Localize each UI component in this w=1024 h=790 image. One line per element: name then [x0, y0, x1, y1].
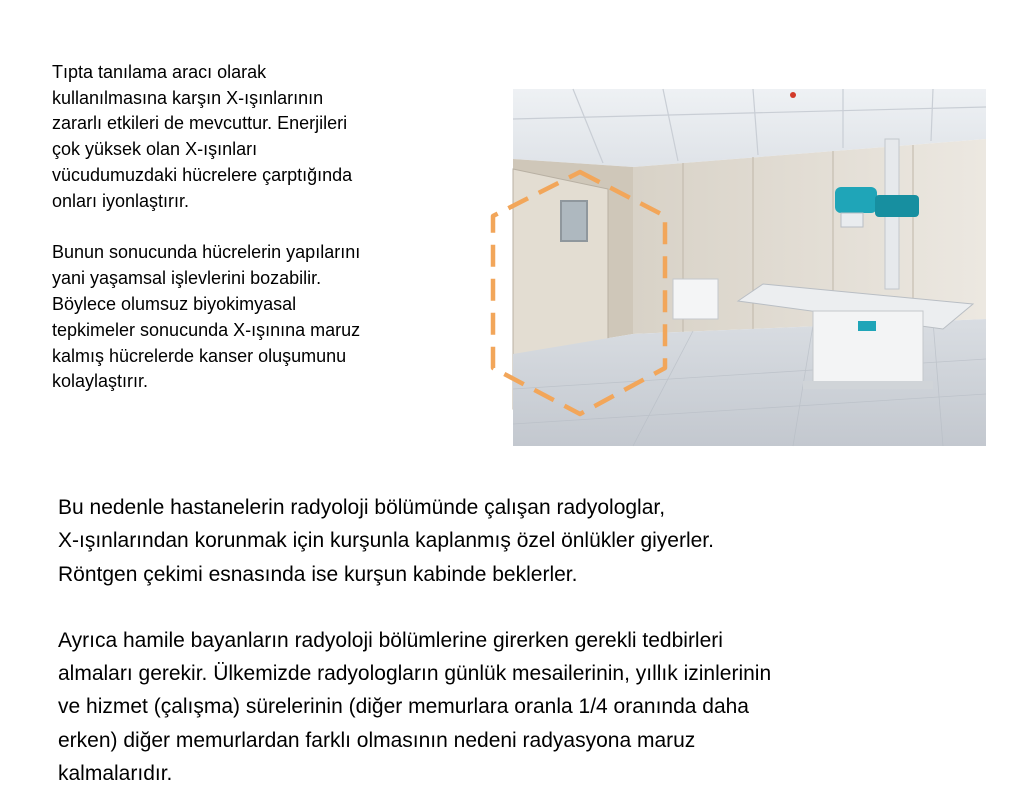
main-paragraph-2: Ayrıca hamile bayanların radyoloji bölümlerine girerken gerekli tedbirleri almaları gerekir. Ülkemizde radyologların günlük mesailerinin, yıllık izinlerinin ve hizmet (çalışma) sürelerinin (diğer memurlara oranla 1/4 oranında daha erken) diğer memurlardan farklı olmasının nedeni radyasyona maruz kalmalarıdır. [58, 629, 772, 785]
intro-paragraph-2: Bunun sonucunda hücrelerin yapılarını yani yaşamsal işlevlerini bozabilir. Böylece olumsuz biyokimyasal tepkimeler sonucunda X-ışınına maruz kalmış hücrelerde kanser oluşumunu kolaylaştırır. [52, 242, 361, 392]
main-paragraph-1: Bu nedenle hastanelerin radyoloji bölümünde çalışan radyologlar, X-ışınlarından korunmak için kurşunla kaplanmış özel önlükler giyerler. Röntgen çekimi esnasında ise kurşun kabinde beklerler. [58, 496, 714, 586]
main-text-block [58, 458, 988, 790]
intro-paragraph-1: Tıpta tanılama aracı olarak kullanılmasına karşın X-ışınlarının zararlı etkileri de mevcuttur. Enerjileri çok yüksek olan X-ışınları vücudumuzdaki hücrelere çarptığında onları iyonlaştırır. [52, 61, 353, 211]
radiology-room-illustration [513, 89, 986, 446]
intro-text-block [52, 34, 472, 395]
radiology-room-photo [513, 89, 986, 446]
